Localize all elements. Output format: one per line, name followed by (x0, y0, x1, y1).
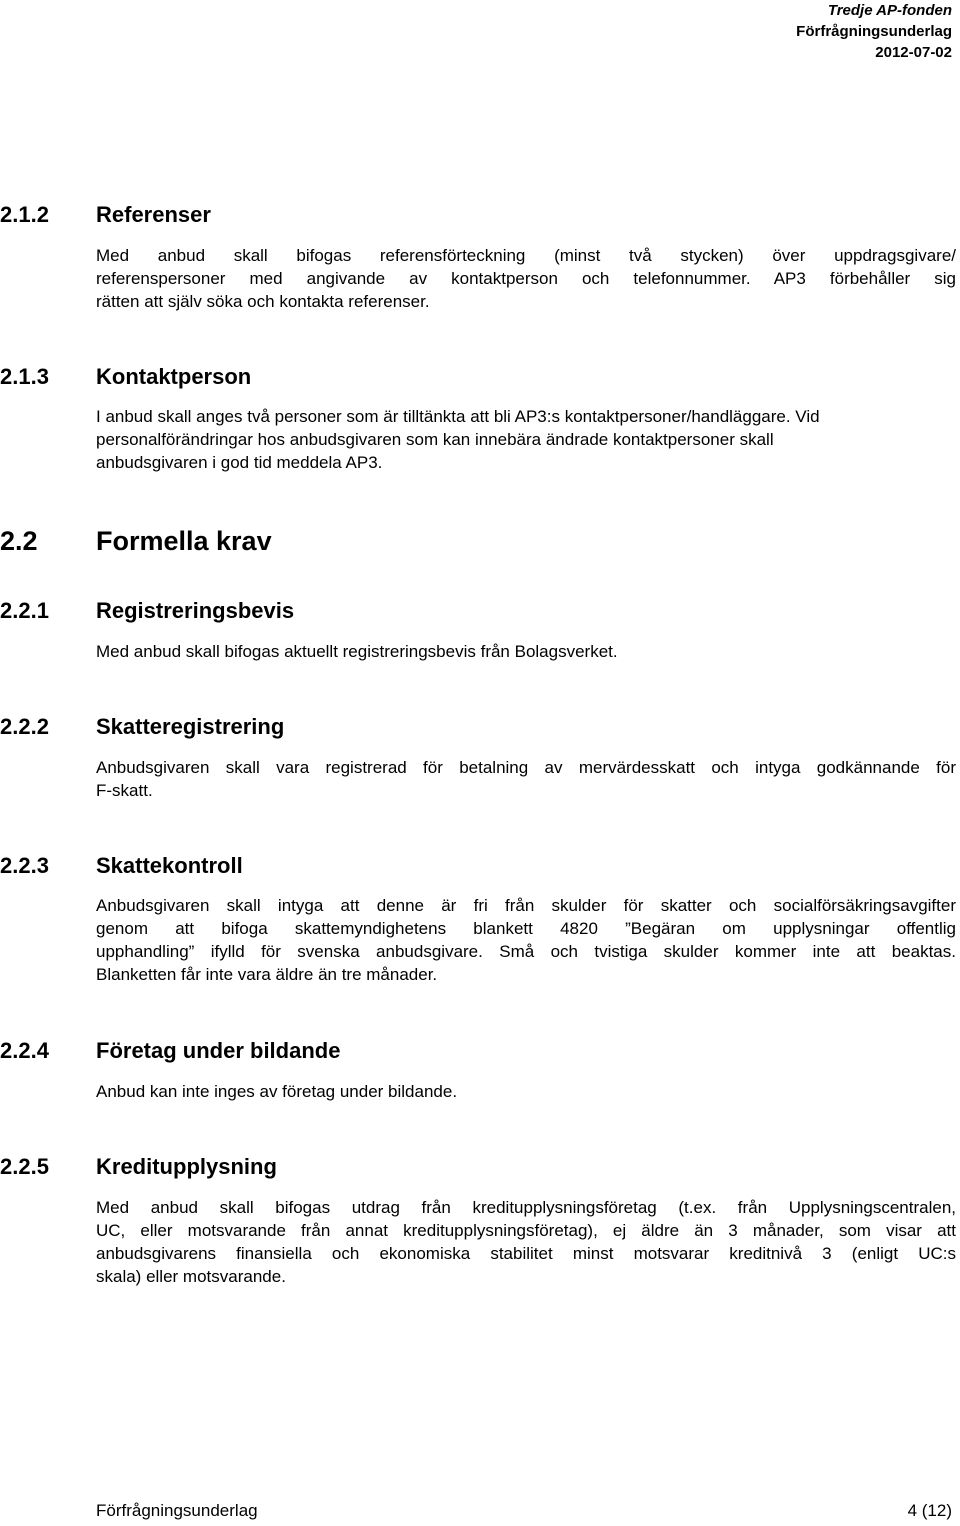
section-number: 2.1.2 (0, 202, 49, 227)
section-number: 2.1.3 (0, 364, 49, 389)
header-company: Tredje AP-fonden (827, 2, 952, 19)
paragraph-skatteregistrering (96, 756, 956, 802)
section-heading (0, 1038, 960, 1068)
text-line: I anbud skall anges två personer som är tilltänkta att bli AP3:s kontaktpersoner/handläggare. Vid (96, 407, 820, 426)
section-kreditupplysning (0, 1154, 960, 1184)
section-number: 2.2.2 (0, 714, 49, 739)
section-number: 2.2.1 (0, 598, 49, 623)
section-skatteregistrering (0, 714, 960, 744)
text-line: referenspersoner med angivande av kontaktperson och telefonnummer. AP3 förbehåller sig (96, 269, 956, 288)
section-title: Referenser (96, 202, 211, 227)
page-header (796, 0, 952, 63)
text-line: upphandling” ifylld för svenska anbudsgivare. Små och tvistiga skulder kommer inte att beaktas. (96, 942, 956, 961)
text-line: rätten att själv söka och kontakta referenser. (96, 292, 430, 311)
section-heading (0, 598, 960, 628)
footer-page-number: 4 (12) (907, 1501, 952, 1520)
section-foretag-under-bildande (0, 1038, 960, 1068)
section-heading (0, 853, 960, 883)
section-title: Skattekontroll (96, 853, 243, 878)
text-line: genom att bifoga skattemyndighetens blankett 4820 ”Begäran om upplysningar offentlig (96, 919, 956, 938)
section-number: 2.2 (0, 526, 38, 556)
section-registreringsbevis (0, 598, 960, 628)
section-number: 2.2.3 (0, 853, 49, 878)
paragraph-kreditupplysning (96, 1196, 956, 1288)
text-line: Anbudsgivaren skall intyga att denne är fri från skulder för skatter och socialförsäkringsavgifter (96, 896, 956, 915)
text-line: Anbudsgivaren skall vara registrerad för betalning av mervärdesskatt och intyga godkännande för (96, 758, 956, 777)
section-kontaktperson (0, 364, 960, 394)
paragraph-registreringsbevis (96, 640, 956, 663)
text-line: personalförändringar hos anbudsgivaren som kan innebära ändrade kontaktpersoner skall (96, 430, 774, 449)
text-line: F-skatt. (96, 781, 153, 800)
section-title: Kreditupplysning (96, 1154, 277, 1179)
section-title: Företag under bildande (96, 1038, 341, 1063)
section-number: 2.2.5 (0, 1154, 49, 1179)
text-line: anbudsgivaren i god tid meddela AP3. (96, 453, 383, 472)
section-heading (0, 526, 960, 556)
section-title: Formella krav (96, 526, 272, 556)
section-number: 2.2.4 (0, 1038, 49, 1063)
text-line: Med anbud skall bifogas utdrag från kreditupplysningsföretag (t.ex. från Upplysningscentralen, (96, 1198, 956, 1217)
paragraph-skattekontroll (96, 894, 956, 986)
section-heading (0, 364, 960, 394)
section-skattekontroll (0, 853, 960, 883)
text-line: anbudsgivarens finansiella och ekonomiska stabilitet minst motsvarar kreditnivå 3 (enligt UC:s (96, 1244, 956, 1263)
paragraph-kontaktperson (96, 405, 956, 474)
header-date: 2012-07-02 (875, 44, 952, 61)
text-line: UC, eller motsvarande från annat kreditupplysningsföretag), ej äldre än 3 månader, som visar att (96, 1221, 956, 1240)
section-formella-krav (0, 526, 960, 556)
section-heading (0, 202, 960, 232)
text-line: Med anbud skall bifogas referensförteckning (minst två stycken) över uppdragsgivare/ (96, 246, 956, 265)
text-line: Blanketten får inte vara äldre än tre månader. (96, 965, 438, 984)
header-doc-type: Förfrågningsunderlag (796, 23, 952, 40)
text-line: Med anbud skall bifogas aktuellt registreringsbevis från Bolagsverket. (96, 642, 618, 661)
section-heading (0, 1154, 960, 1184)
section-title: Registreringsbevis (96, 598, 295, 623)
text-line: skala) eller motsvarande. (96, 1267, 286, 1286)
section-title: Skatteregistrering (96, 714, 285, 739)
section-heading (0, 714, 960, 744)
footer-doc-type: Förfrågningsunderlag (96, 1501, 258, 1520)
paragraph-foretag-under-bildande (96, 1080, 956, 1103)
text-line: Anbud kan inte inges av företag under bildande. (96, 1082, 458, 1101)
paragraph-referenser (96, 244, 956, 313)
section-title: Kontaktperson (96, 364, 252, 389)
section-referenser (0, 202, 960, 232)
